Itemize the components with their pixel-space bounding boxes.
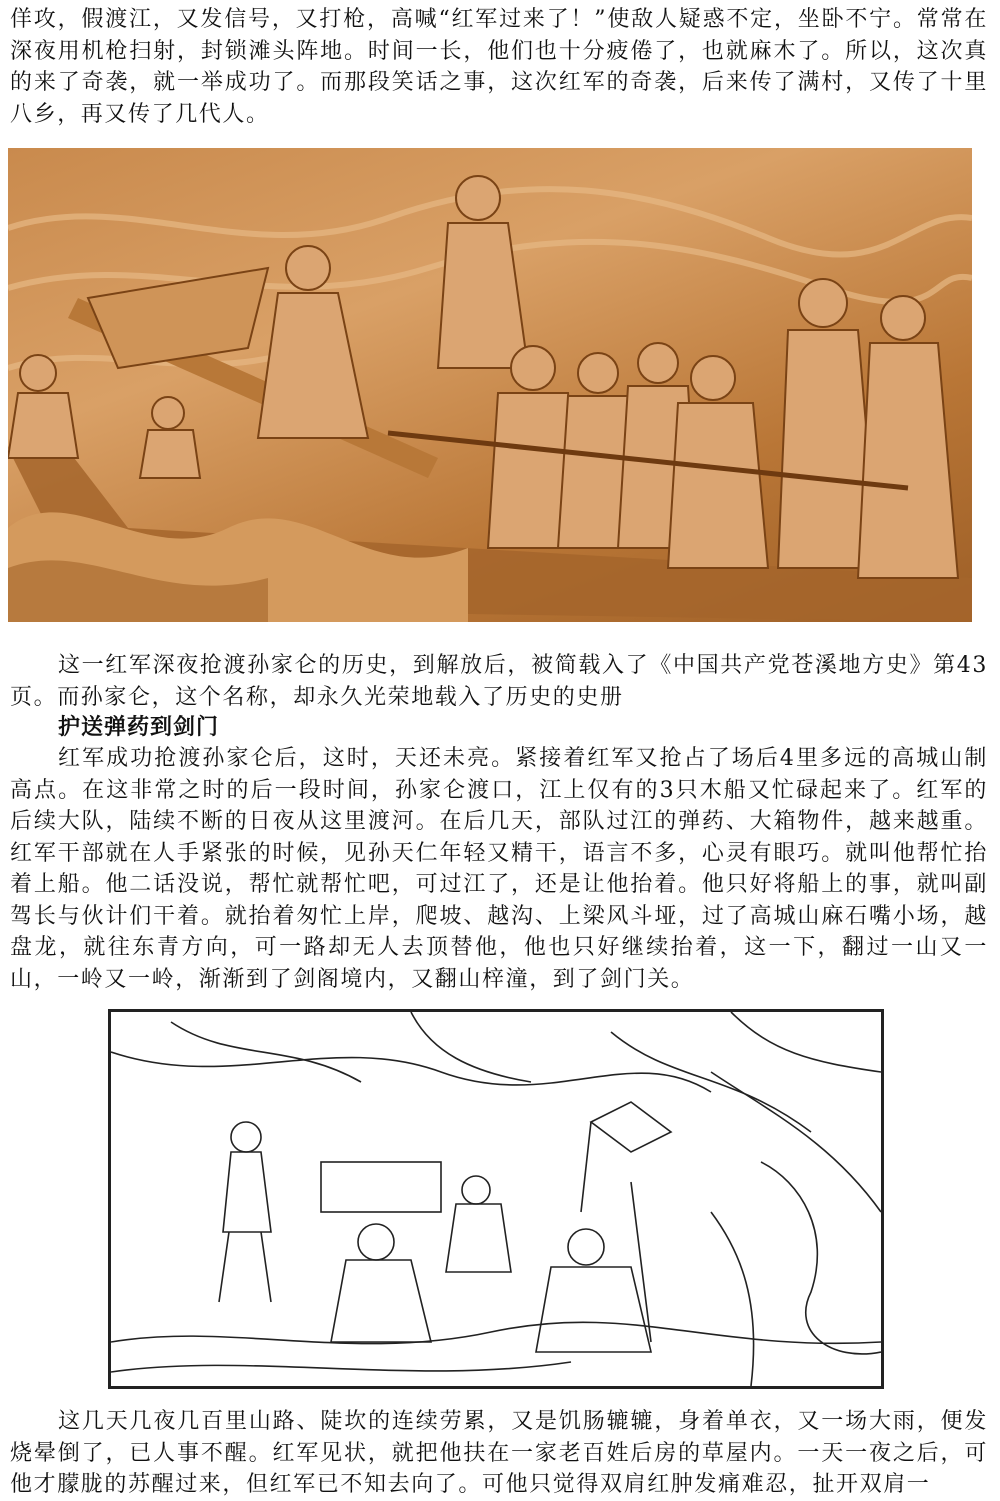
paragraph-bottom: 这几天几夜几百里山路、陡坎的连续劳累，又是饥肠辘辘，身着单衣，又一场大雨，便发烧晕倒了，已人事不醒。红军见状，就把他扶在一家老百姓后房的草屋内。一天一夜之后，可他才朦胧的苏醒过来，但红军已不知去向了。可他只觉得双肩红肿发痛难忍，扯开双肩一 <box>10 1409 988 1497</box>
paragraph-history: 这一红军深夜抢渡孙家仑的历史，到解放后，被简载入了《中国共产党苍溪地方史》第43页。而孙家仑，这个名称，却永久光荣地载入了历史的史册 <box>10 653 988 710</box>
section-heading: 护送弹药到剑门 <box>58 715 220 740</box>
relief-sculpture-image <box>8 148 972 622</box>
line-art-illustration <box>108 1009 884 1389</box>
paragraph-escort: 红军成功抢渡孙家仑后，这时，天还未亮。紧接着红军又抢占了场后4里多远的高城山制高点。在这非常之时的后一段时间，孙家仑渡口，江上仅有的3只木船又忙碌起来了。红军的后续大队，陆续不断的日夜从这里渡河。在后几天，部队过江的弹药、大箱物件，越来越重。红军干部就在人手紧张的时候，见孙天仁年轻又精干，语言不多，心灵有眼巧。就叫他帮忙抬着上船。他二话没说，帮忙就帮忙吧，可过江了，还是让他抬着。他只好将船上的事，就叫副驾长与伙计们干着。就抬着匆忙上岸，爬坡、越沟、上梁风斗垭，过了高城山麻石嘴小场，越盘龙，就往东青方向，可一路却无人去顶替他，他也只好继续抬着，这一下，翻过一山又一山，一岭又一岭，渐渐到了剑阁境内，又翻山梓潼，到了剑门关。 <box>10 746 988 992</box>
paragraph-top: 佯攻，假渡江，又发信号，又打枪，高喊“红军过来了！”使敌人疑惑不定，坐卧不宁。常常在深夜用机枪扫射，封锁滩头阵地。时间一长，他们也十分疲倦了，也就麻木了。所以，这次真的来了奇袭，就一举成功了。而那段笑话之事，这次红军的奇袭，后来传了满村，又传了十里八乡，再又传了几代人。 <box>10 7 988 127</box>
relief-scene <box>8 148 972 622</box>
sketch-scene <box>111 1012 881 1386</box>
